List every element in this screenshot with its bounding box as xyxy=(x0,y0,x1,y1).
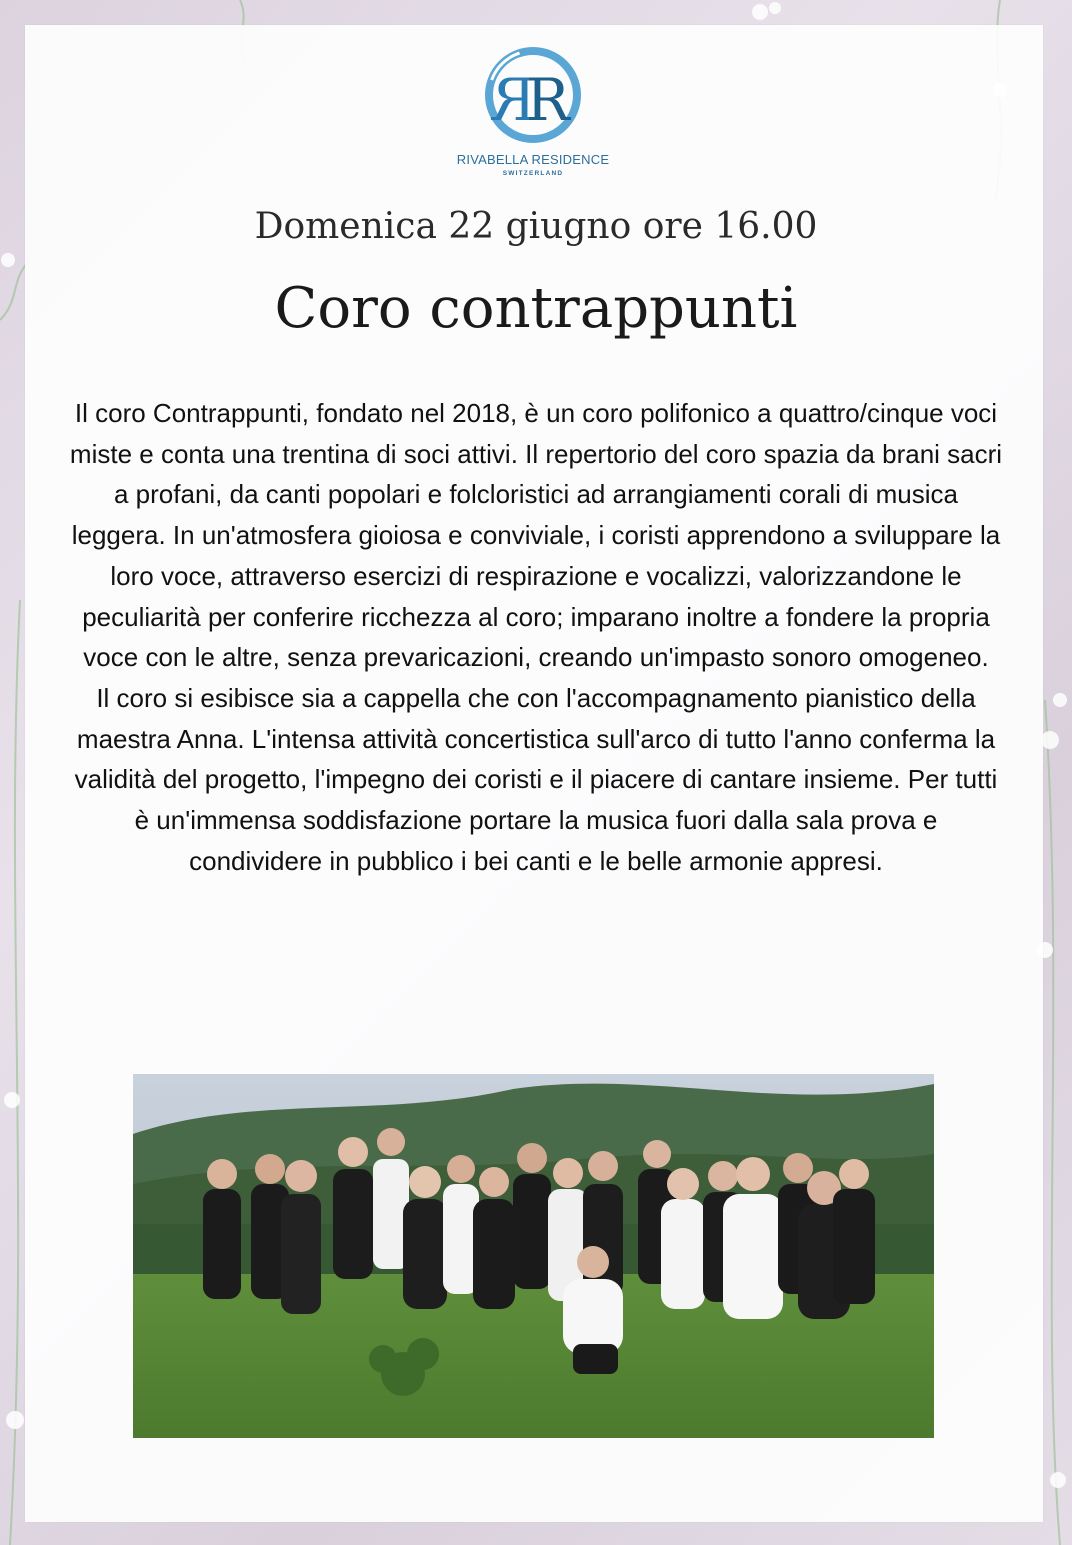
description-paragraph-1: Il coro Contrappunti, fondato nel 2018, è un coro polifonico a quattro/cinque voci miste e conta una trentina di soci attivi. Il repertorio del coro spazia da brani sacri a profani, da canti popolari e folcloristici ad arrangiamenti corali di musica leggera. In un'atmosfera gioiosa e conviviale, i coristi apprendono a sviluppare la loro voce, attraverso esercizi di respirazione e vocalizzi, valorizzandone le peculiarità per conferire ricchezza al coro; imparano inoltre a fondere la propria voce con le altre, senza prevaricazioni, creando un'impasto sonoro omogeneo. xyxy=(69,398,1003,673)
rr-monogram-icon xyxy=(478,40,588,150)
choir-photo xyxy=(133,1074,934,1438)
event-title: Coro contrappunti xyxy=(274,276,798,341)
description-paragraph-2: Il coro si esibisce sia a cappella che con l'accompagnamento pianistico della maestra Anna. L'intensa attività concertistica sull'arco di tutto l'anno conferma la validità del progetto, l'impegno dei coristi e il piacere di cantare insieme. Per tutti è un'immensa soddisfazione portare la musica fuori dalla sala prova e condividere in pubblico i bei canti e le belle armonie appresi. xyxy=(74,682,998,876)
brand-logo xyxy=(453,40,613,185)
event-description xyxy=(68,393,1004,881)
brand-country: SWITZERLAND xyxy=(502,170,564,177)
brand-name: RIVABELLA RESIDENCE xyxy=(456,152,610,167)
svg-text:R: R xyxy=(492,66,536,134)
event-date: Domenica 22 giugno ore 16.00 xyxy=(254,206,818,247)
svg-text:R: R xyxy=(526,66,570,134)
